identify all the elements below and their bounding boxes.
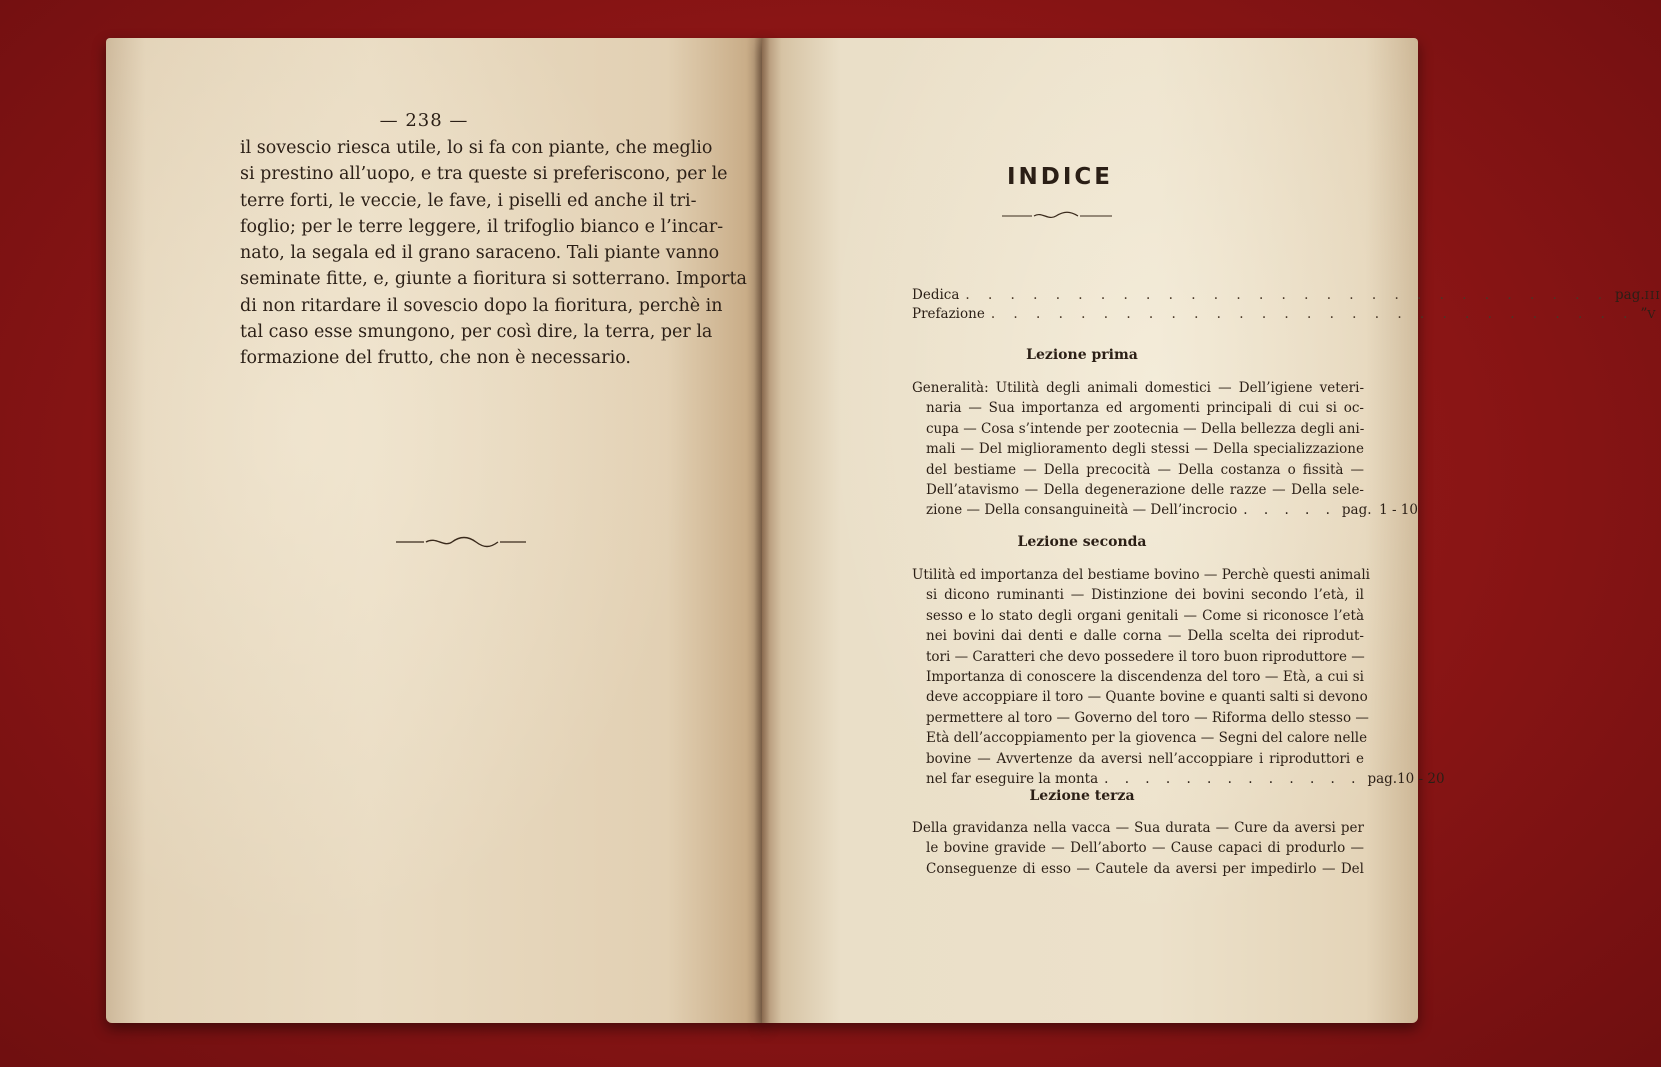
entry-line: nei bovini dai denti e dalle corna — Della scelta dei riprodut- [926,628,1364,645]
entry-line: le bovine gravide — Dell’aborto — Cause capaci di produrlo — [926,840,1364,857]
entry-line: Generalità: Utilità degli animali domestici — Dell’igiene veteri- [912,380,1364,396]
toc-page-number: III [1644,289,1661,302]
entry-line: cupa — Cosa s’intende per zootecnia — Della bellezza degli ani- [926,420,1365,437]
toc-entry-prefazione [912,306,1657,322]
text-line: il sovescio riesca utile, lo si fa con piante, che meglio [240,138,713,158]
text-line: nato, la segala ed il grano saraceno. Tali piante vanno [240,243,720,264]
toc-label: Dedica [912,287,960,303]
toc-entry-dedica [912,287,1661,303]
entry-text: zione — Della consanguineità — Dell’incrocio [926,502,1238,519]
text-line: seminate fitte, e, giunte a fioritura si sotterrano. Importa [240,269,747,290]
entry-line: Età dell’accoppiamento per la giovenca — Segni del calore nelle [926,730,1368,747]
entry-page-range: 10 - 20 [1397,771,1445,788]
entry-line: deve accoppiare il toro — Quante bovine e quanti salti si devono [926,689,1368,706]
entry-line: naria — Sua importanza ed argomenti principali di cui si oc- [926,400,1364,417]
entry-text: nel far eseguire la monta [926,771,1099,788]
open-book [106,38,1661,1023]
text-line: formazione del frutto, che non è necessario. [240,348,631,369]
leader-dots: . . . . . [1243,502,1336,519]
section-heading: Lezione terza [1029,788,1135,804]
entry-line: bovine — Avvertenze da aversi nell’accoppiare i riproduttori e [926,750,1364,767]
left-page [106,38,766,1023]
text-line: foglio; per le terre leggere, il trifoglio bianco e l’incar- [240,216,724,237]
entry-line: mali — Del miglioramento degli stessi — Della specializzazione [926,441,1364,458]
section-entry [912,565,1445,789]
toc-pag: ” [1640,306,1648,322]
page-title: INDICE [1006,164,1114,190]
entry-line: Importanza di conoscere la discendenza del toro — Età, a cui si [926,669,1364,686]
entry-pag: pag. [1367,771,1398,788]
section-entry [912,378,1418,521]
text-line: terre forti, le veccie, le fave, i piselli ed anche il tri- [240,190,697,211]
text-line: si prestino all’uopo, e tra queste si preferiscono, per le [240,164,728,185]
page-number: — 238 — [379,110,469,131]
leader-dots: . . . . . . . . . . . . . [1104,771,1362,788]
toc-page-number: V [1647,308,1657,321]
entry-line: Utilità ed importanza del bestiame bovino — Perchè questi animali [912,567,1370,583]
ornament-divider [992,208,1122,224]
leader-dots: . . . . . . . . . . . . . . . . . . . . . . . . . . . . . [965,287,1609,303]
entry-line: del bestiame — Della precocità — Della costanza o fissità — [926,461,1364,478]
toc-pag: pag. [1615,287,1645,303]
toc-label: Prefazione [912,306,985,322]
entry-line: permettere al toro — Governo del toro — Riforma dello stesso — [926,709,1369,726]
text-line: tal caso esse smungono, per così dire, la terra, per la [240,322,713,343]
entry-page-range: 1 - 10 [1379,502,1418,519]
entry-line: si dicono ruminanti — Distinzione dei bovini secondo l’età, il [926,587,1364,604]
section-heading: Lezione prima [1026,347,1138,363]
entry-line: Dell’atavismo — Della degenerazione delle razze — Della sele- [926,482,1364,499]
entry-line: Conseguenze di esso — Cautele da aversi per impedirlo — Del [926,860,1364,877]
entry-line: sesso e lo stato degli organi genitali — Come si riconosce l’età [926,607,1364,624]
section-entry [912,818,1364,879]
entry-line: tori — Caratteri che devo possedere il toro buon riproduttore — [926,648,1365,665]
ornament-divider [396,532,526,552]
entry-line: Della gravidanza nella vacca — Sua durata — Cure da aversi per [912,820,1364,836]
book-gutter [754,38,770,1023]
text-line: di non ritardare il sovescio dopo la fioritura, perchè in [240,295,723,316]
section-heading: Lezione seconda [1017,534,1147,550]
right-page [762,38,1661,1023]
entry-line [912,500,1418,520]
entry-pag: pag. [1341,502,1372,519]
body-paragraph [240,135,747,372]
leader-dots: . . . . . . . . . . . . . . . . . . . . . . . . . . . . . [990,306,1635,322]
entry-line [912,769,1445,789]
